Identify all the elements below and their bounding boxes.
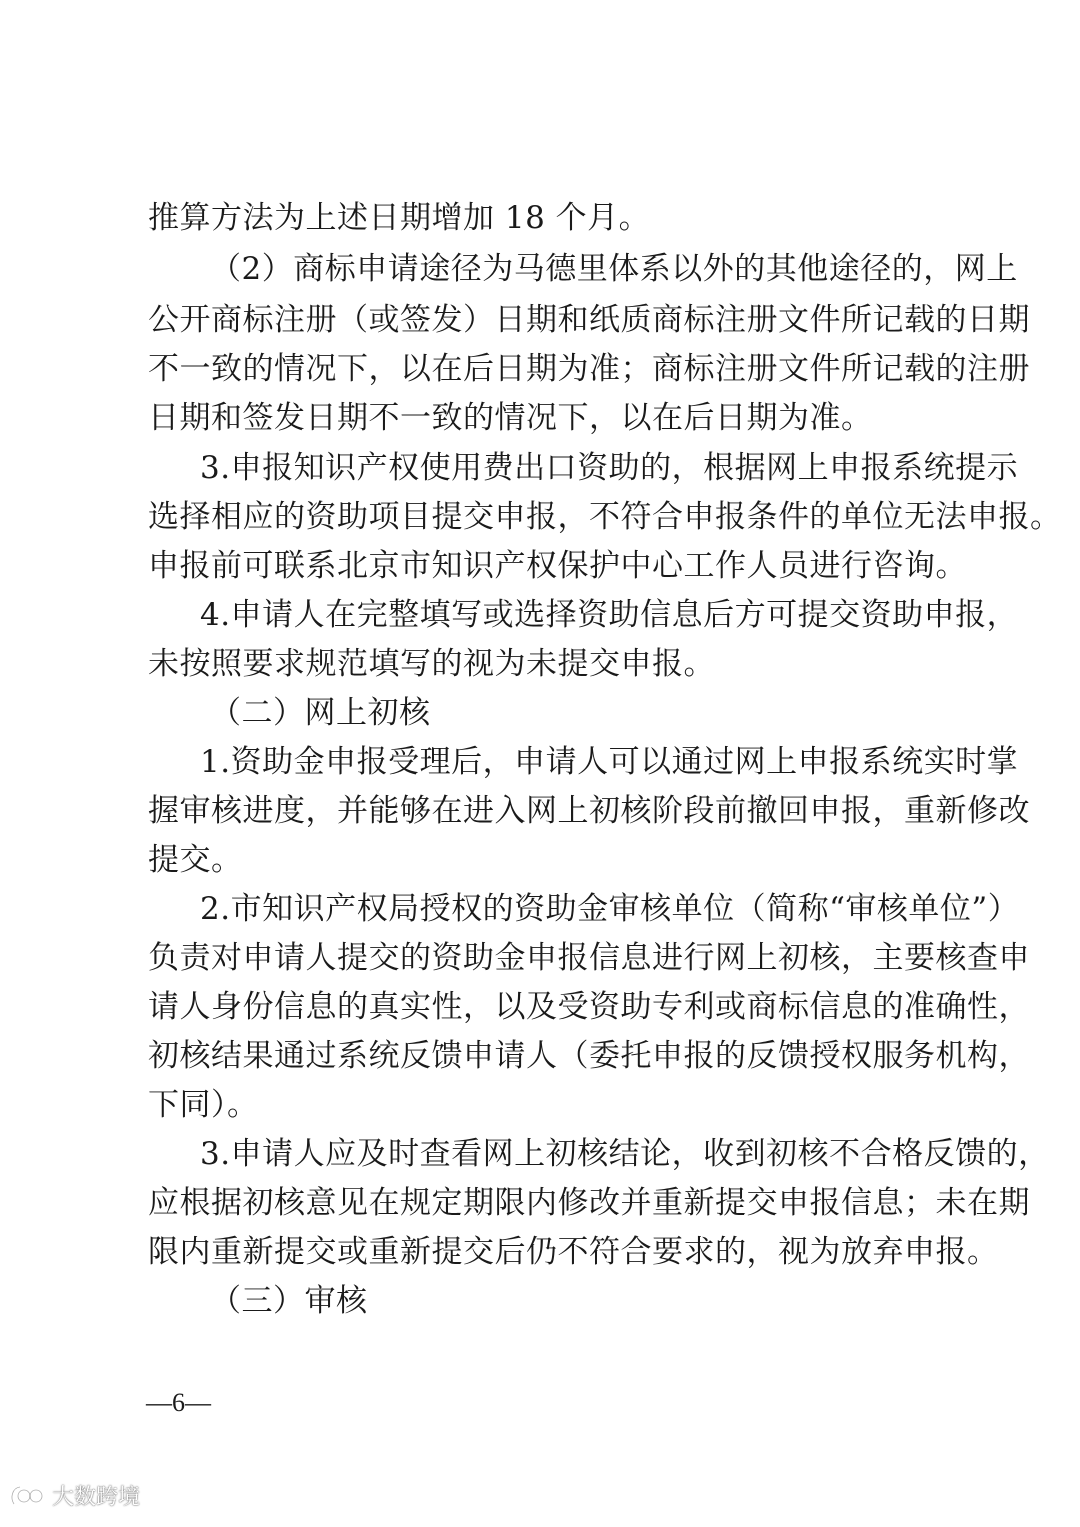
paragraph-line: 4.申请人在完整填写或选择资助信息后方可提交资助申报，: [200, 597, 1019, 633]
paragraph-line: 下同）。: [148, 1087, 259, 1123]
paragraph-line: （2）商标申请途径为马德里体系以外的其他途径的，网上: [210, 251, 1018, 287]
paragraph-line: 请人身份信息的真实性，以及受资助专利或商标信息的准确性，: [148, 989, 1030, 1025]
watermark-text: 大数跨境: [52, 1484, 141, 1510]
paragraph-line: 2.市知识产权局授权的资助金审核单位（简称“审核单位”）: [200, 891, 1020, 927]
section-heading: （三）审核: [210, 1283, 368, 1319]
paragraph-line: 提交。: [148, 842, 243, 878]
paragraph-line: 不一致的情况下，以在后日期为准；商标注册文件所记载的注册: [148, 351, 1030, 387]
paragraph-line: 应根据初核意见在规定期限内修改并重新提交申报信息；未在期: [148, 1185, 1030, 1221]
paragraph-line: 公开商标注册（或签发）日期和纸质商标注册文件所记载的日期: [148, 302, 1030, 338]
page-number: —6—: [146, 1388, 211, 1417]
paragraph-line: 3.申报知识产权使用费出口资助的，根据网上申报系统提示: [200, 450, 1019, 486]
paragraph-line: 推算方法为上述日期增加 18 个月。: [148, 200, 651, 236]
paragraph-line: 握审核进度，并能够在进入网上初核阶段前撤回申报，重新修改: [148, 793, 1030, 829]
paragraph-line: 初核结果通过系统反馈申请人（委托申报的反馈授权服务机构，: [148, 1038, 1030, 1074]
paragraph-line: 申报前可联系北京市知识产权保护中心工作人员进行咨询。: [148, 548, 967, 584]
paragraph-line: 未按照要求规范填写的视为未提交申报。: [148, 646, 715, 682]
paragraph-line: 日期和签发日期不一致的情况下，以在后日期为准。: [148, 400, 873, 436]
paragraph-line: 选择相应的资助项目提交申报，不符合申报条件的单位无法申报。: [148, 499, 1062, 535]
section-heading: （二）网上初核: [210, 695, 431, 731]
paragraph-line: 3.申请人应及时查看网上初核结论，收到初核不合格反馈的，: [200, 1136, 1050, 1172]
paragraph-line: 限内重新提交或重新提交后仍不符合要求的，视为放弃申报。: [148, 1234, 999, 1270]
watermark: [8, 1475, 140, 1515]
paragraph-line: 1.资助金申报受理后，申请人可以通过网上申报系统实时掌: [200, 744, 1019, 780]
paragraph-line: 负责对申请人提交的资助金申报信息进行网上初核，主要核查申: [148, 940, 1030, 976]
watermark-logo-icon: [8, 1480, 46, 1510]
